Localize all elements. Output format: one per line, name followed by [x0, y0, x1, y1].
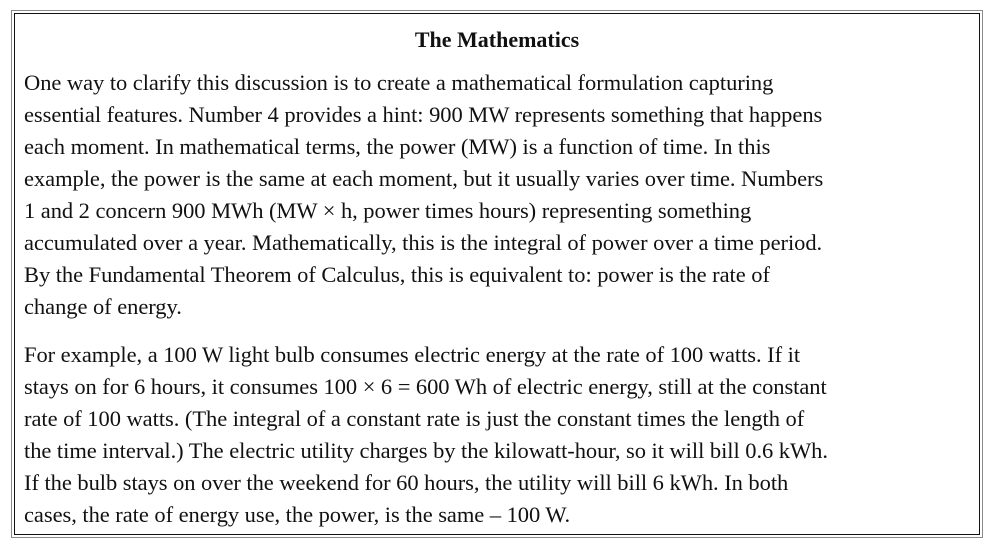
document-title: The Mathematics — [414, 27, 580, 52]
paragraph-line: cases, the rate of energy use, the power, is the same – 100 W. — [24, 502, 571, 527]
document-box — [14, 13, 980, 535]
paragraph-line: example, the power is the same at each moment, but it usually varies over time. Numbers — [24, 166, 824, 191]
paragraph-line: essential features. Number 4 provides a hint: 900 MW represents something that happens — [24, 102, 823, 127]
paragraph-line: change of energy. — [24, 294, 182, 319]
paragraph-line: By the Fundamental Theorem of Calculus, this is equivalent to: power is the rate of — [24, 262, 770, 287]
paragraph-line: each moment. In mathematical terms, the power (MW) is a function of time. In this — [24, 134, 771, 159]
paragraph-line: 1 and 2 concern 900 MWh (MW × h, power times hours) representing something — [24, 198, 752, 223]
paragraph-line: accumulated over a year. Mathematically, this is the integral of power over a time period. — [24, 230, 823, 255]
document-frame — [11, 10, 983, 538]
paragraph-1 — [24, 67, 974, 323]
paragraph-line: stays on for 6 hours, it consumes 100 × 6 = 600 Wh of electric energy, still at the constant — [24, 374, 827, 399]
paragraph-line: rate of 100 watts. (The integral of a constant rate is just the constant times the length of — [24, 406, 805, 431]
paragraph-line: One way to clarify this discussion is to create a mathematical formulation capturing — [24, 70, 774, 95]
paragraph-line: the time interval.) The electric utility charges by the kilowatt-hour, so it will bill 0.6 kWh. — [24, 438, 828, 463]
paragraph-line: For example, a 100 W light bulb consumes electric energy at the rate of 100 watts. If it — [24, 342, 801, 367]
paragraph-line: If the bulb stays on over the weekend for 60 hours, the utility will bill 6 kWh. In both — [24, 470, 789, 495]
paragraph-2 — [24, 339, 974, 531]
